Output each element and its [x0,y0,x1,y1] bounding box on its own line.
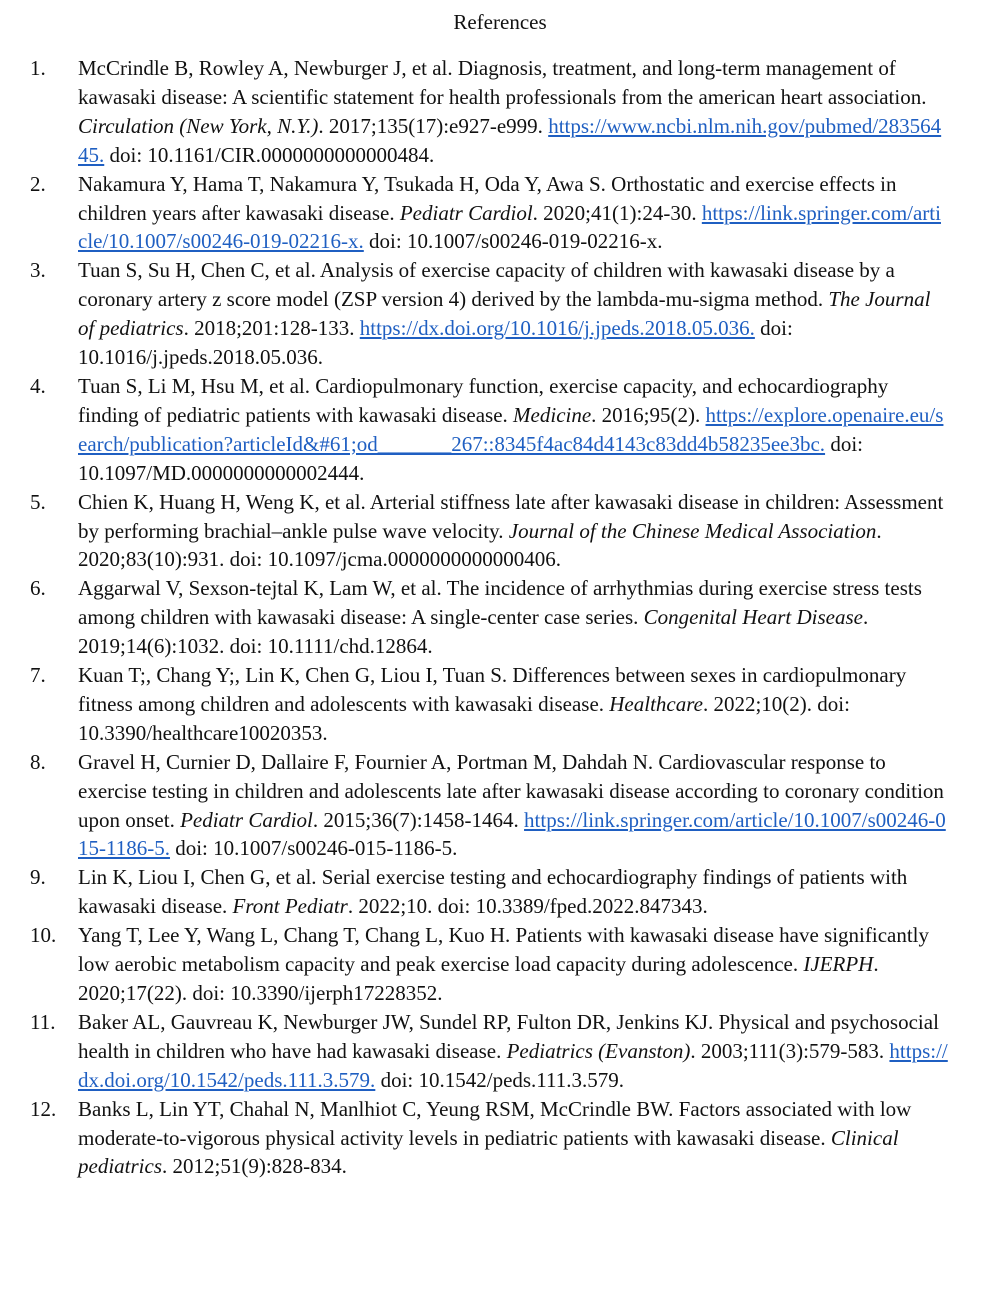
reference-item [30,661,950,748]
reference-authors-title: Gravel H, Curnier D, Dallaire F, Fournier A, Portman M, Dahdah N. Cardiovascular response to exercise testing in children and adolescents late after kawasaki disease according to coronary condition upon onset. [78,749,944,832]
reference-text [78,574,950,661]
reference-number: 3. [30,258,46,283]
reference-doi: doi: 10.1007/s00246-019-02216-x. [363,229,663,254]
reference-link[interactable]: https://link.springer.com/article/10.1007/s00246-019-02216-x. [78,200,941,254]
reference-item [30,170,950,257]
reference-journal: Front Pediatr [232,894,348,919]
reference-text [78,1008,950,1095]
reference-item [30,1008,950,1095]
reference-doi: doi: 10.1016/j.jpeds.2018.05.036. [78,316,793,370]
reference-link[interactable]: https://www.ncbi.nlm.nih.gov/pubmed/28356445. [78,113,942,167]
reference-details: . 2018;201:128-133. [183,316,360,341]
references-heading: References [453,10,547,34]
reference-details: . 2016;95(2). [591,402,706,427]
reference-item [30,488,950,575]
reference-details: . 2020;17(22). doi: 10.3390/ijerph17228352. [78,952,879,1005]
reference-journal: Pediatr Cardiol [399,200,533,225]
reference-text [78,921,950,1008]
reference-authors-title: McCrindle B, Rowley A, Newburger J, et al. Diagnosis, treatment, and long-term management of kawasaki disease: A scientific statement for health professionals from the american heart association. [78,56,927,109]
reference-details: . 2012;51(9):828-834. [162,1154,347,1179]
reference-details: . 2017;135(17):e927-e999. [318,113,549,138]
reference-authors-title: Aggarwal V, Sexson-tejtal K, Lam W, et al. The incidence of arrhythmias during exercise stress tests among children with kawasaki disease: A single-center case series. [78,576,922,630]
reference-number: 11. [30,1009,56,1034]
reference-details: . 2020;41(1):24-30. [532,200,702,225]
reference-details: . 2022;10. doi: 10.3389/fped.2022.847343. [347,894,708,919]
reference-number: 2. [30,171,46,196]
reference-journal: Healthcare [609,691,703,716]
reference-item [30,748,950,864]
reference-authors-title: Banks L, Lin YT, Chahal N, Manlhiot C, Yeung RSM, McCrindle BW. Factors associated with low moderate-to-vigorous physical activity levels in pediatric patients with kawasaki disease. [78,1096,912,1150]
reference-number: 1. [30,56,46,80]
reference-journal: Journal of the Chinese Medical Association [508,518,877,543]
reference-journal: IJERPH [803,952,874,977]
reference-text [78,54,950,170]
reference-text [78,256,950,372]
reference-item [30,921,950,1008]
reference-doi: doi: 10.1097/MD.0000000000002444. [78,431,863,485]
reference-number: 10. [30,923,57,948]
reference-authors-title: Lin K, Liou I, Chen G, et al. Serial exercise testing and echocardiography findings of patients with kawasaki disease. [78,865,908,919]
reference-text [78,863,950,921]
reference-journal: Pediatrics (Evanston) [506,1038,691,1063]
reference-link[interactable]: https://dx.doi.org/10.1016/j.jpeds.2018.05.036. [359,316,755,341]
reference-details: . 2015;36(7):1458-1464. [312,807,525,832]
reference-item [30,1095,950,1182]
reference-details: . 2022;10(2). doi: 10.3390/healthcare10020353. [78,691,850,745]
reference-doi: doi: 10.1161/CIR.0000000000000484. [104,142,435,167]
reference-doi: doi: 10.1542/peds.111.3.579. [375,1067,625,1092]
reference-number: 9. [30,865,46,890]
reference-authors-title: Baker AL, Gauvreau K, Newburger JW, Sundel RP, Fulton DR, Jenkins KJ. Physical and psychosocial health in children who have had kawasaki disease. [78,1009,939,1063]
reference-journal: Congenital Heart Disease [643,605,863,630]
reference-number: 7. [30,663,46,688]
reference-authors-title: Kuan T;, Chang Y;, Lin K, Chen G, Liou I, Tuan S. Differences between sexes in cardiopulmonary fitness among children and adolescents with kawasaki disease. [78,663,907,716]
reference-text [78,372,950,488]
reference-item [30,372,950,488]
reference-text [78,170,950,257]
reference-text [78,748,950,864]
reference-link[interactable]: https://dx.doi.org/10.1542/peds.111.3.579. [78,1038,948,1092]
reference-authors-title: Tuan S, Li M, Hsu M, et al. Cardiopulmonary function, exercise capacity, and echocardiography finding of pediatric patients with kawasaki disease. [78,373,889,427]
reference-list [30,54,950,1181]
reference-item [30,54,950,170]
reference-number: 5. [30,489,46,514]
reference-item [30,863,950,921]
reference-details: . 2003;111(3):579-583. [690,1038,890,1063]
reference-item [30,574,950,661]
reference-details: . 2020;83(10):931. doi: 10.1097/jcma.0000000000000406. [78,518,882,572]
reference-authors-title: Yang T, Lee Y, Wang L, Chang T, Chang L, Kuo H. Patients with kawasaki disease have significantly low aerobic metabolism capacity and peak exercise load capacity during adolescence. [78,923,930,977]
reference-journal: Pediatr Cardiol [180,807,313,832]
reference-link[interactable]: https://explore.openaire.eu/search/publication?articleId&#61;od_______267::8345f4ac84d4143c83dd4b58235ee3bc. [78,402,944,456]
reference-number: 12. [30,1096,57,1121]
reference-number: 8. [30,749,46,774]
reference-number: 6. [30,576,46,601]
reference-journal: Medicine [513,402,592,427]
reference-details: . 2019;14(6):1032. doi: 10.1111/chd.12864. [78,605,869,659]
reference-authors-title: Nakamura Y, Hama T, Nakamura Y, Tsukada H, Oda Y, Awa S. Orthostatic and exercise effects in children years after kawasaki disease. [78,171,897,225]
reference-journal: Circulation (New York, N.Y.) [78,113,319,138]
reference-text [78,1095,950,1182]
reference-authors-title: Chien K, Huang H, Weng K, et al. Arterial stiffness late after kawasaki disease in children: Assessment by performing brachial–ankle pulse wave velocity. [78,489,944,543]
reference-text [78,488,950,575]
reference-journal: The Journal of pediatrics [78,287,931,341]
reference-journal: Clinical pediatrics [78,1125,899,1179]
reference-authors-title: Tuan S, Su H, Chen C, et al. Analysis of exercise capacity of children with kawasaki disease by a coronary artery z score model (ZSP version 4) derived by the lambda-mu-sigma method. [78,258,895,312]
reference-link[interactable]: https://link.springer.com/article/10.1007/s00246-015-1186-5. [78,807,946,861]
reference-number: 4. [30,373,46,398]
reference-doi: doi: 10.1007/s00246-015-1186-5. [169,836,458,861]
reference-item [30,256,950,372]
reference-text [78,661,950,748]
